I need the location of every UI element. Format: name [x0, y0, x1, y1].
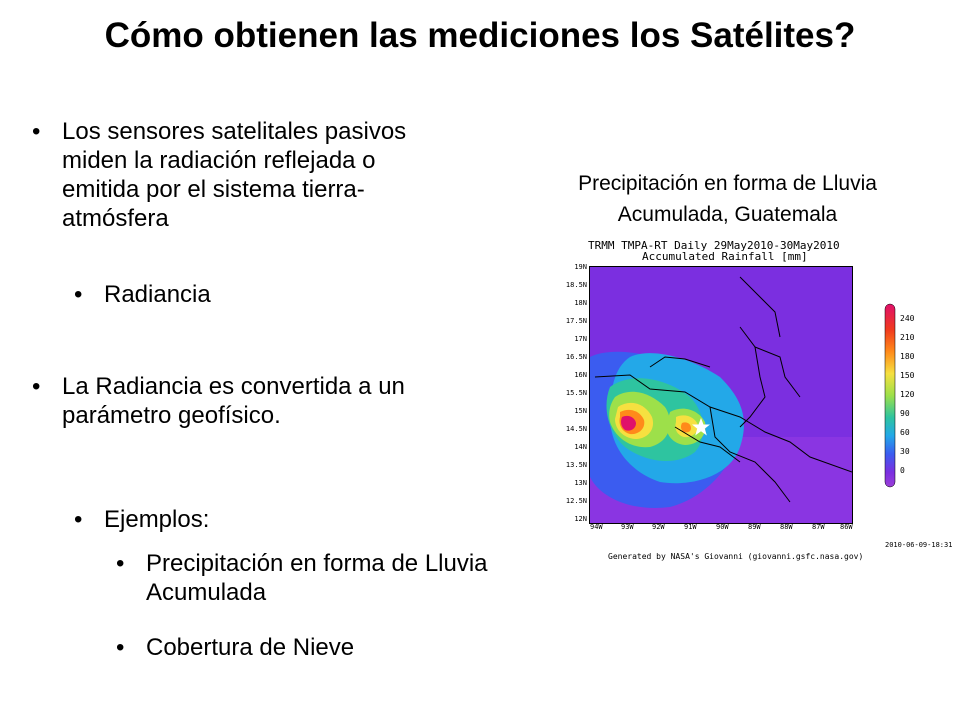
lon-label: 93W — [621, 523, 634, 531]
bullet-text: Cobertura de Nieve — [146, 634, 355, 661]
lat-label: 12N — [574, 515, 587, 523]
map-timestamp: 2010-06-09-18:31 — [885, 541, 953, 549]
bullet-text: Precipitación en forma de Lluvia Acumulada — [146, 550, 488, 606]
bullet-dot: • — [116, 634, 125, 661]
bullet-nieve — [116, 633, 516, 662]
legend-label: 90 — [900, 409, 910, 418]
legend-label: 30 — [900, 447, 910, 456]
bullet-dot: • — [32, 118, 41, 145]
slide-title: Cómo obtienen las mediciones los Satélites? — [104, 16, 856, 55]
bullet-text: La Radiancia es convertida a un parámetro geofísico. — [62, 373, 405, 429]
legend-label: 60 — [900, 428, 910, 437]
bullet-precipitacion — [116, 549, 516, 607]
bullet-dot: • — [74, 281, 83, 308]
lon-label: 87W — [812, 523, 825, 531]
bullet-text: Ejemplos: — [104, 506, 210, 533]
lat-label: 16N — [574, 371, 587, 379]
lon-label: 89W — [748, 523, 761, 531]
lat-label: 13.5N — [565, 461, 587, 469]
lat-label: 15.5N — [565, 389, 587, 397]
bullet-dot: • — [74, 506, 83, 533]
lon-label: 86W — [840, 523, 853, 531]
map-title-line2: Accumulated Rainfall [mm] — [642, 250, 808, 263]
rainfall-legend-colorbar — [884, 303, 896, 488]
lat-label: 13N — [574, 479, 587, 487]
lat-label: 18N — [574, 299, 587, 307]
map-title-line1: TRMM TMPA-RT Daily 29May2010-30May2010 — [588, 239, 840, 252]
legend-label: 180 — [900, 352, 915, 361]
bullet-text: Los sensores satelitales pasivos miden la radiación reflejada o emitida por el sistema tierra-atmósfera — [62, 118, 407, 232]
star-icon — [691, 417, 711, 437]
bullet-conversion — [32, 372, 512, 430]
lon-label: 91W — [684, 523, 697, 531]
lat-label: 18.5N — [565, 281, 587, 289]
bullet-radiancia — [74, 280, 404, 309]
lon-label: 94W — [590, 523, 603, 531]
legend-label: 150 — [900, 371, 915, 380]
lat-label: 12.5N — [565, 497, 587, 505]
legend-label: 120 — [900, 390, 915, 399]
lat-label: 14.5N — [565, 425, 587, 433]
lat-label: 17N — [574, 335, 587, 343]
map-credit: Generated by NASA's Giovanni (giovanni.gsfc.nasa.gov) — [608, 552, 864, 561]
rainfall-map — [589, 266, 853, 524]
lat-label: 17.5N — [565, 317, 587, 325]
map-title — [588, 240, 840, 262]
lat-label: 19N — [574, 263, 587, 271]
lat-label: 14N — [574, 443, 587, 451]
lon-label: 88W — [780, 523, 793, 531]
bullet-dot: • — [32, 373, 41, 400]
rainfall-map-graphic — [590, 267, 852, 523]
lat-label: 15N — [574, 407, 587, 415]
lon-label: 90W — [716, 523, 729, 531]
bullet-ejemplos — [74, 505, 404, 534]
lat-label: 16.5N — [565, 353, 587, 361]
bullet-dot: • — [116, 550, 125, 577]
lon-label: 92W — [652, 523, 665, 531]
legend-label: 240 — [900, 314, 915, 323]
bullet-sensors — [32, 117, 432, 233]
legend-label: 210 — [900, 333, 915, 342]
bullet-text: Radiancia — [104, 281, 211, 308]
legend-label: 0 — [900, 466, 905, 475]
figure-caption: Precipitación en forma de Lluvia Acumulada, Guatemala — [578, 172, 877, 226]
